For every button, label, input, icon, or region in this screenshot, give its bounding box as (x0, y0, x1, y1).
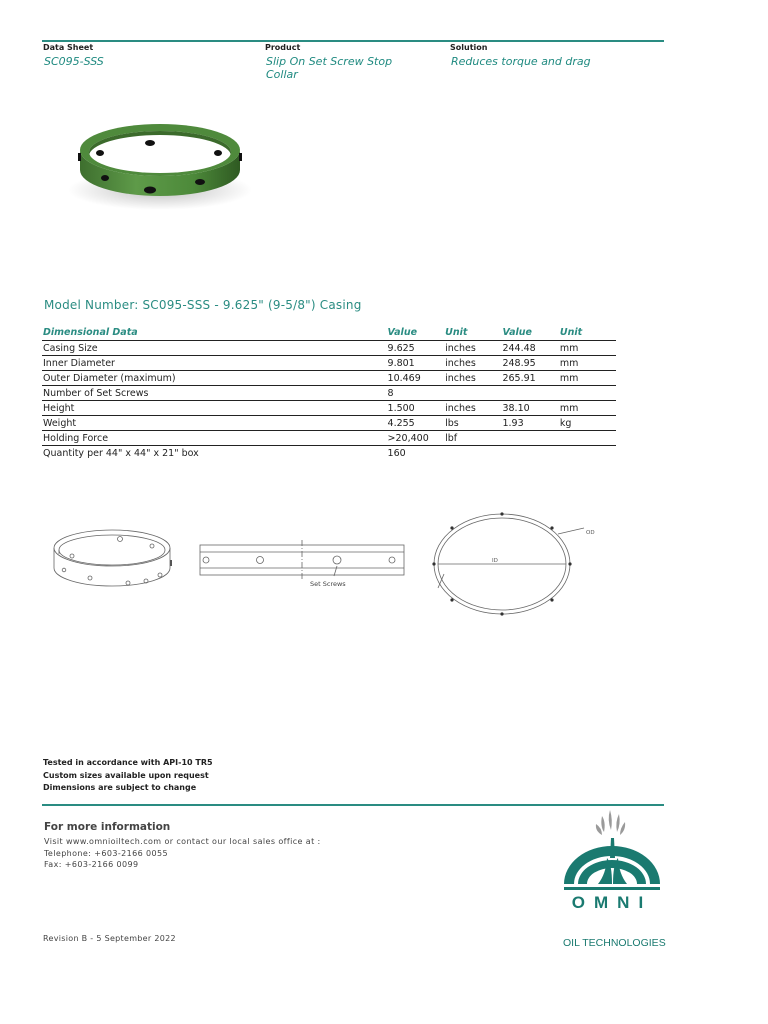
product-value-line1: Slip On Set Screw Stop (266, 55, 393, 68)
table-cell: inches (444, 371, 501, 386)
id-label: ID (492, 558, 498, 564)
omni-logo-tagline: OIL TECHNOLOGIES (563, 937, 666, 949)
solution-label: Solution (450, 43, 488, 52)
table-cell: 9.801 (387, 356, 445, 371)
visit-line: Visit www.omnioiltech.com or contact our local sales office at : (44, 837, 321, 846)
product-label: Product (265, 43, 301, 52)
table-cell (501, 386, 558, 401)
table-cell: Outer Diameter (maximum) (42, 371, 387, 386)
table-header: Dimensional Data (42, 326, 387, 341)
collar-product-image (60, 108, 260, 213)
table-cell: lbs (444, 416, 501, 431)
table-cell: 265.91 (501, 371, 558, 386)
product-value (266, 55, 392, 81)
table-cell (559, 386, 616, 401)
collar-top-drawing (424, 506, 610, 624)
table-row (42, 446, 616, 461)
table-cell: inches (444, 341, 501, 356)
table-cell: 160 (387, 448, 406, 459)
table-cell: Number of Set Screws (42, 386, 387, 401)
table-cell: 38.10 (501, 401, 558, 416)
table-cell: 1.500 (387, 401, 445, 416)
set-screws-label: Set Screws (310, 580, 346, 588)
table-row (42, 416, 616, 431)
revision-line: Revision B - 5 September 2022 (43, 934, 176, 943)
table-row (42, 401, 616, 416)
table-cell: kg (559, 416, 616, 431)
fax-line: Fax: +603-2166 0099 (44, 860, 139, 869)
top-rule (42, 40, 664, 42)
collar-side-drawing (198, 540, 408, 592)
solution-value: Reduces torque and drag (451, 55, 591, 68)
table-cell: 8 (387, 386, 445, 401)
table-row (42, 356, 616, 371)
table-cell: inches (444, 356, 501, 371)
table-cell: 4.255 (387, 416, 445, 431)
table-cell: Casing Size (42, 341, 387, 356)
table-cell: mm (559, 371, 616, 386)
table-cell: mm (559, 401, 616, 416)
dimensional-data-table (42, 326, 616, 460)
table-header-row (42, 326, 616, 341)
table-cell: lbf (444, 431, 501, 446)
bottom-rule (42, 804, 664, 806)
table-cell: mm (559, 341, 616, 356)
table-cell: 10.469 (387, 371, 445, 386)
table-cell: >20,400 (387, 431, 445, 446)
table-header: Value (387, 326, 445, 341)
datasheet-label: Data Sheet (43, 43, 94, 52)
model-title: Model Number: SC095-SSS - 9.625" (9-5/8") Casing (44, 298, 362, 312)
table-cell: 1.93 (501, 416, 558, 431)
table-row (42, 371, 616, 386)
table-cell: 9.625 (387, 341, 445, 356)
table-cell: Weight (42, 416, 387, 431)
table-header: Unit (444, 326, 501, 341)
table-cell (559, 431, 616, 446)
table-cell: Quantity per 44" x 44" x 21" box (43, 448, 199, 459)
telephone-line: Telephone: +603-2166 0055 (44, 849, 168, 858)
table-cell: Height (42, 401, 387, 416)
table-cell: inches (444, 401, 501, 416)
note-dimensions: Dimensions are subject to change (43, 783, 197, 792)
table-cell: Inner Diameter (42, 356, 387, 371)
collar-isometric-drawing (50, 520, 176, 600)
table-header: Unit (559, 326, 616, 341)
od-label: OD (586, 530, 595, 536)
note-testing: Tested in accordance with API-10 TR5 (43, 758, 213, 767)
datasheet-value: SC095-SSS (44, 55, 104, 68)
table-cell (444, 386, 501, 401)
table-row (42, 386, 616, 401)
table-cell: 244.48 (501, 341, 558, 356)
omni-logo-name: OMNI (571, 893, 653, 912)
table-header: Value (501, 326, 558, 341)
table-cell (501, 446, 558, 461)
omni-logo-mark (562, 808, 662, 916)
note-custom-sizes: Custom sizes available upon request (43, 771, 209, 780)
table-cell (559, 446, 616, 461)
product-value-line2: Collar (266, 68, 298, 81)
table-cell (444, 446, 501, 461)
table-cell (501, 431, 558, 446)
table-cell: Holding Force (42, 431, 387, 446)
table-row (42, 431, 616, 446)
table-row (42, 341, 616, 356)
more-info-title: For more information (44, 821, 171, 833)
table-cell: 248.95 (501, 356, 558, 371)
table-cell: mm (559, 356, 616, 371)
